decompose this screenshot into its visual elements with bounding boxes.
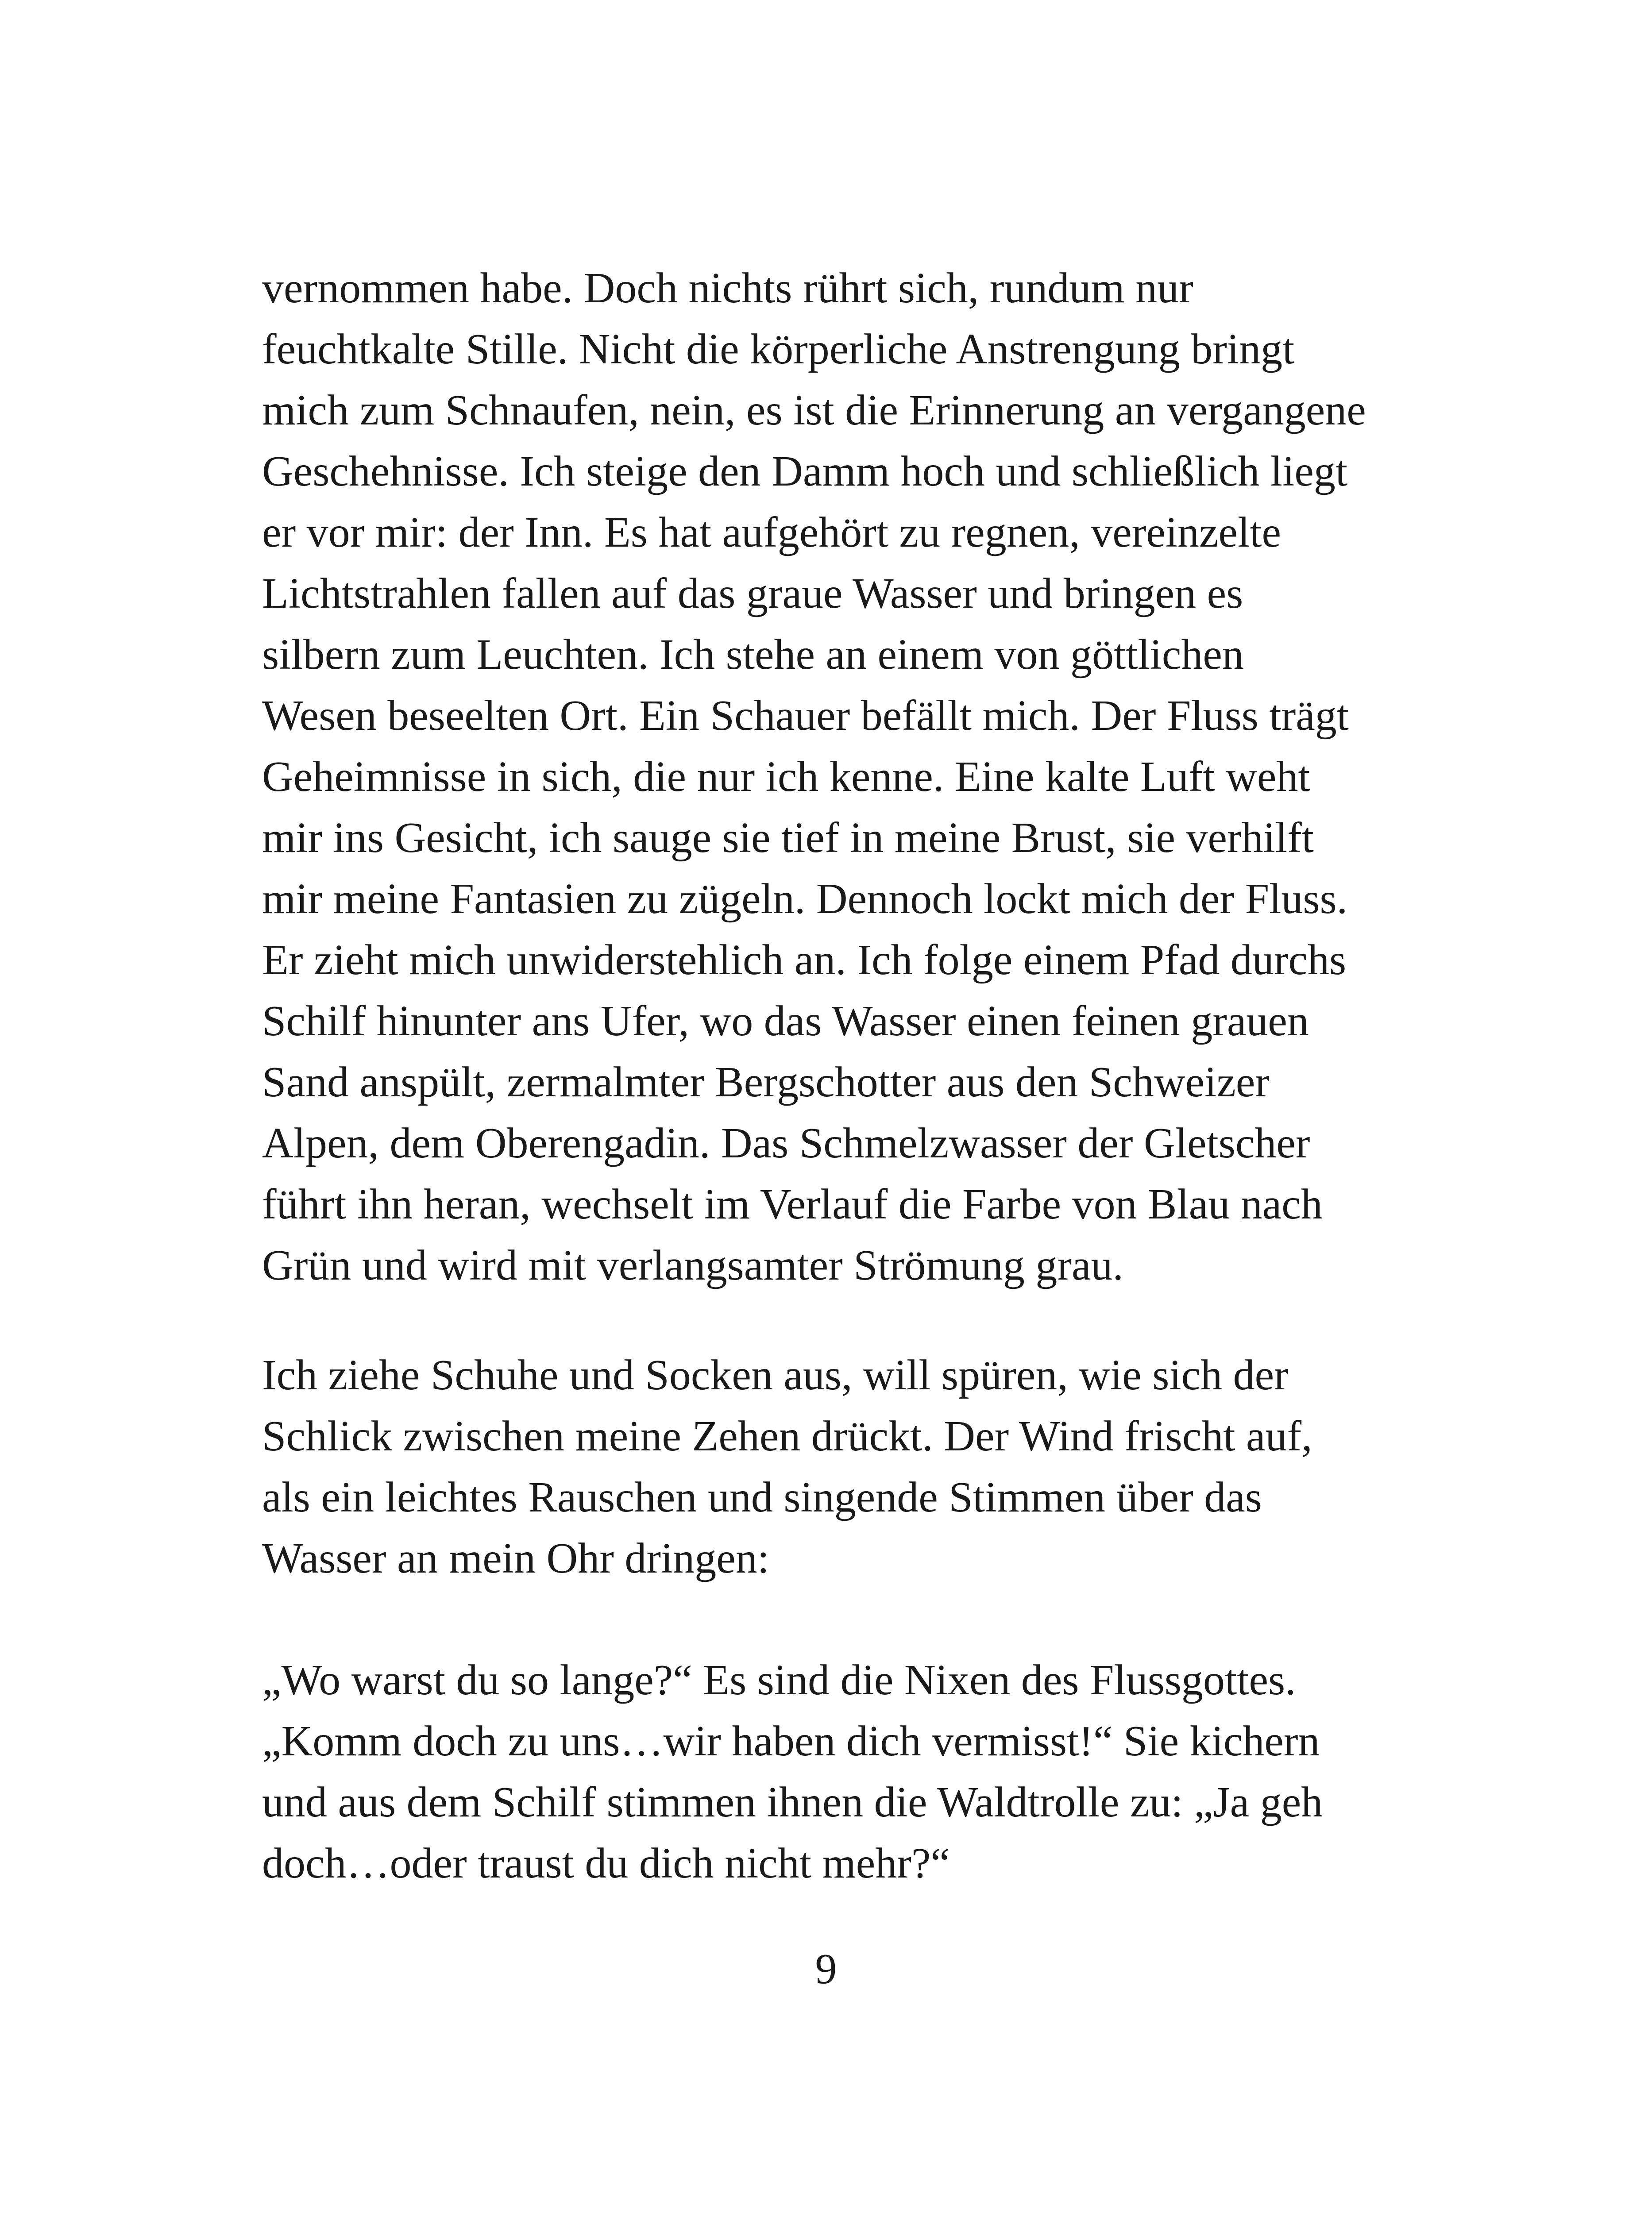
- paragraph: [262, 1650, 1431, 1894]
- text-line: Wasser an mein Ohr dringen:: [262, 1534, 769, 1582]
- text-line: mir ins Gesicht, ich sauge sie tief in meine Brust, sie verhilft: [262, 814, 1314, 862]
- text-line: und aus dem Schilf stimmen ihnen die Waldtrolle zu: „Ja geh: [262, 1778, 1323, 1826]
- text-line: vernommen habe. Doch nichts rührt sich, rundum nur: [262, 264, 1193, 312]
- text-line: er vor mir: der Inn. Es hat aufgehört zu regnen, vereinzelte: [262, 509, 1281, 556]
- text-line: „Wo warst du so lange?“ Es sind die Nixen des Flussgottes.: [262, 1656, 1296, 1704]
- text-line: Schlick zwischen meine Zehen drückt. Der Wind frischt auf,: [262, 1412, 1312, 1460]
- text-line: „Komm doch zu uns…wir haben dich vermisst!“ Sie kichern: [262, 1717, 1320, 1765]
- text-line: als ein leichtes Rauschen und singende Stimmen über das: [262, 1473, 1262, 1521]
- text-line: mir meine Fantasien zu zügeln. Dennoch lockt mich der Fluss.: [262, 875, 1348, 923]
- text-line: feuchtkalte Stille. Nicht die körperliche Anstrengung bringt: [262, 325, 1295, 373]
- paragraph: [262, 258, 1431, 1296]
- text-line: Ich ziehe Schuhe und Socken aus, will spüren, wie sich der: [262, 1351, 1289, 1399]
- page-number: 9: [815, 1945, 837, 1993]
- text-line: Alpen, dem Oberengadin. Das Schmelzwasser der Gletscher: [262, 1119, 1310, 1167]
- text-line: Grün und wird mit verlangsamter Strömung grau.: [262, 1241, 1124, 1289]
- text-line: silbern zum Leuchten. Ich stehe an einem von göttlichen: [262, 631, 1244, 679]
- text-line: Wesen beseelten Ort. Ein Schauer befällt mich. Der Fluss trägt: [262, 692, 1349, 740]
- text-line: mich zum Schnaufen, nein, es ist die Erinnerung an vergangene: [262, 386, 1366, 434]
- text-line: Sand anspült, zermalmter Bergschotter aus den Schweizer: [262, 1058, 1270, 1106]
- text-line: Geschehnisse. Ich steige den Damm hoch und schließlich liegt: [262, 447, 1348, 495]
- text-line: Geheimnisse in sich, die nur ich kenne. Eine kalte Luft weht: [262, 753, 1310, 801]
- paragraph: [262, 1345, 1431, 1589]
- text-line: Lichtstrahlen fallen auf das graue Wasser und bringen es: [262, 570, 1243, 617]
- text-line: Er zieht mich unwiderstehlich an. Ich folge einem Pfad durchs: [262, 936, 1347, 984]
- text-line: führt ihn heran, wechselt im Verlauf die Farbe von Blau nach: [262, 1180, 1323, 1228]
- text-line: Schilf hinunter ans Ufer, wo das Wasser einen feinen grauen: [262, 997, 1309, 1045]
- text-line: doch…oder traust du dich nicht mehr?“: [262, 1839, 950, 1887]
